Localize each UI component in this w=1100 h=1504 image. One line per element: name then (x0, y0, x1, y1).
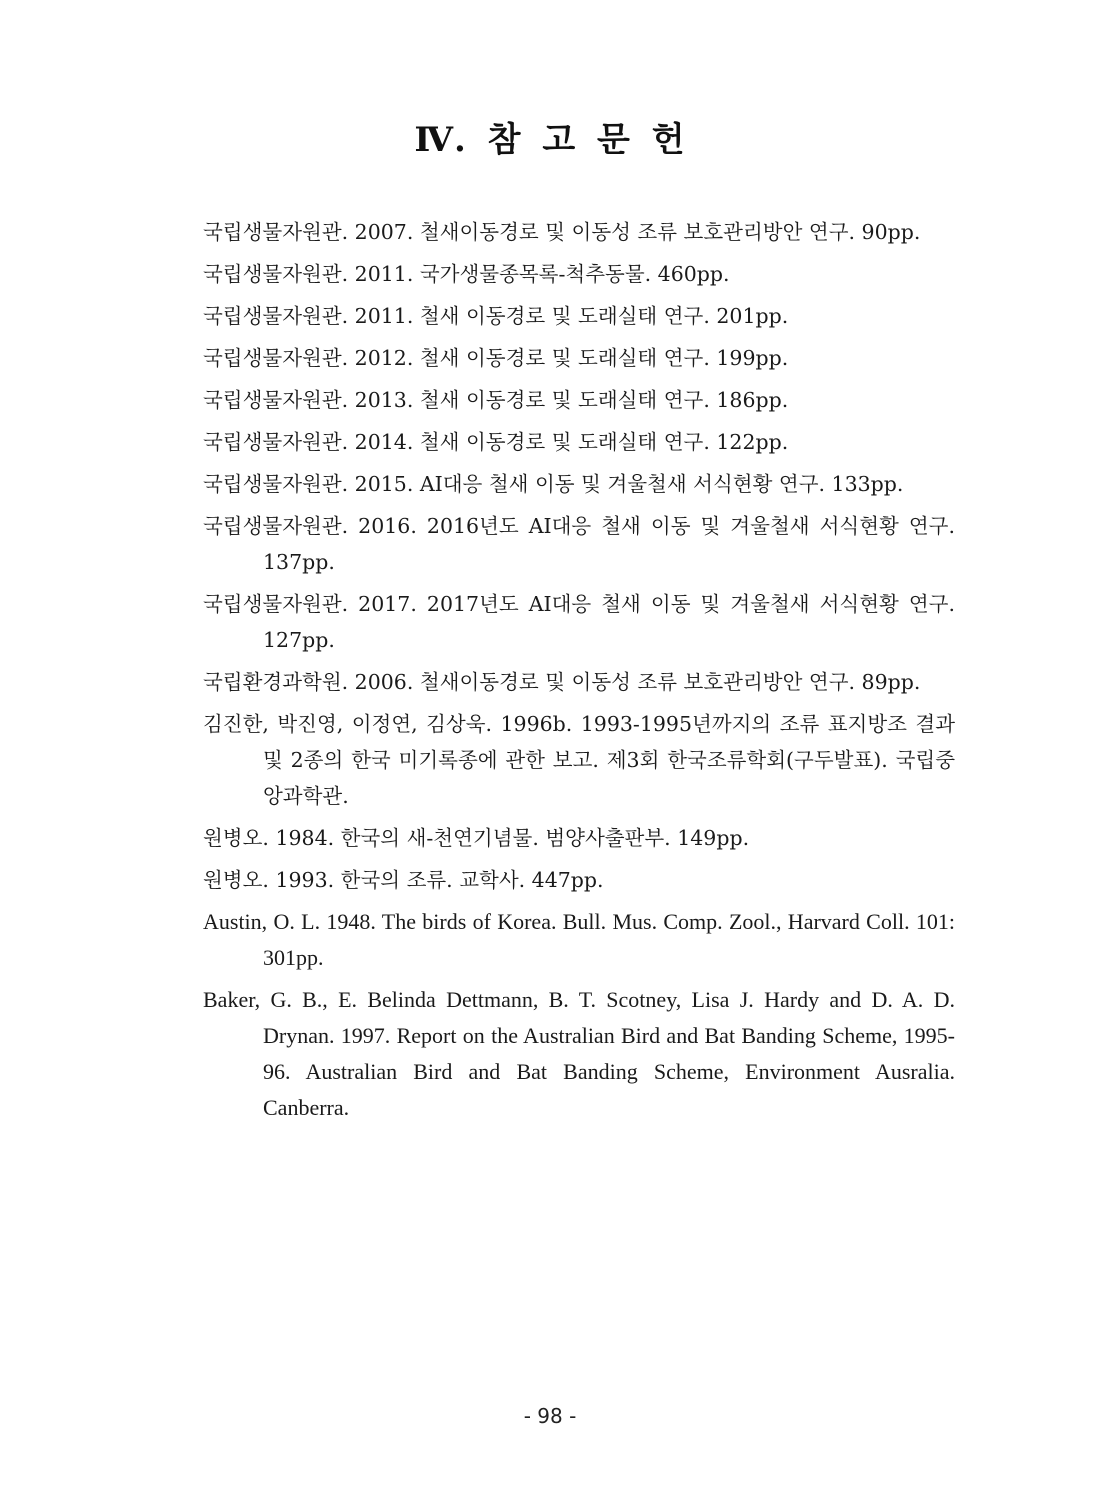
reference-entry: Baker, G. B., E. Belinda Dettmann, B. T. Scotney, Lisa J. Hardy and D. A. D. Drynan. 1997. Report on the Australian Bird and Bat Banding Scheme, 1995-96. Australian Bird and Bat Banding Scheme, Environment Ausralia. Canberra. (203, 987, 955, 1120)
reference-entry: Austin, O. L. 1948. The birds of Korea. Bull. Mus. Comp. Zool., Harvard Coll. 101: 301pp. (203, 909, 955, 970)
reference-entry: 국립생물자원관. 2011. 철새 이동경로 및 도래실태 연구. 201pp. (203, 304, 789, 328)
reference-entry: 국립생물자원관. 2012. 철새 이동경로 및 도래실태 연구. 199pp. (203, 346, 789, 370)
reference-entry: 김진한, 박진영, 이정연, 김상욱. 1996b. 1993-1995년까지의 조류 표지방조 결과 및 2종의 한국 미기록종에 관한 보고. 제3회 한국조류학회(구두발표). 국립중앙과학관. (203, 712, 955, 808)
reference-entry: 국립생물자원관. 2017. 2017년도 AI대응 철새 이동 및 겨울철새 서식현황 연구. 127pp. (203, 592, 955, 652)
reference-entry: 국립생물자원관. 2007. 철새이동경로 및 이동성 조류 보호관리방안 연구. 90pp. (203, 220, 921, 244)
reference-entry: 원병오. 1984. 한국의 새-천연기념물. 범양사출판부. 149pp. (203, 826, 750, 850)
reference-entry: 국립환경과학원. 2006. 철새이동경로 및 이동성 조류 보호관리방안 연구. 89pp. (203, 670, 921, 694)
reference-entry: 국립생물자원관. 2016. 2016년도 AI대응 철새 이동 및 겨울철새 서식현황 연구. 137pp. (203, 514, 955, 574)
reference-entry: 국립생물자원관. 2013. 철새 이동경로 및 도래실태 연구. 186pp. (203, 388, 789, 412)
page-title: Ⅳ. 참 고 문 헌 (414, 120, 686, 160)
reference-entry: 국립생물자원관. 2015. AI대응 철새 이동 및 겨울철새 서식현황 연구. 133pp. (203, 472, 904, 496)
reference-entry: 원병오. 1993. 한국의 조류. 교학사. 447pp. (203, 868, 604, 892)
reference-list (203, 214, 955, 1132)
reference-entry: 국립생물자원관. 2011. 국가생물종목록-척추동물. 460pp. (203, 262, 730, 286)
reference-entry: 국립생물자원관. 2014. 철새 이동경로 및 도래실태 연구. 122pp. (203, 430, 789, 454)
page-number: - 98 - (523, 1404, 577, 1428)
